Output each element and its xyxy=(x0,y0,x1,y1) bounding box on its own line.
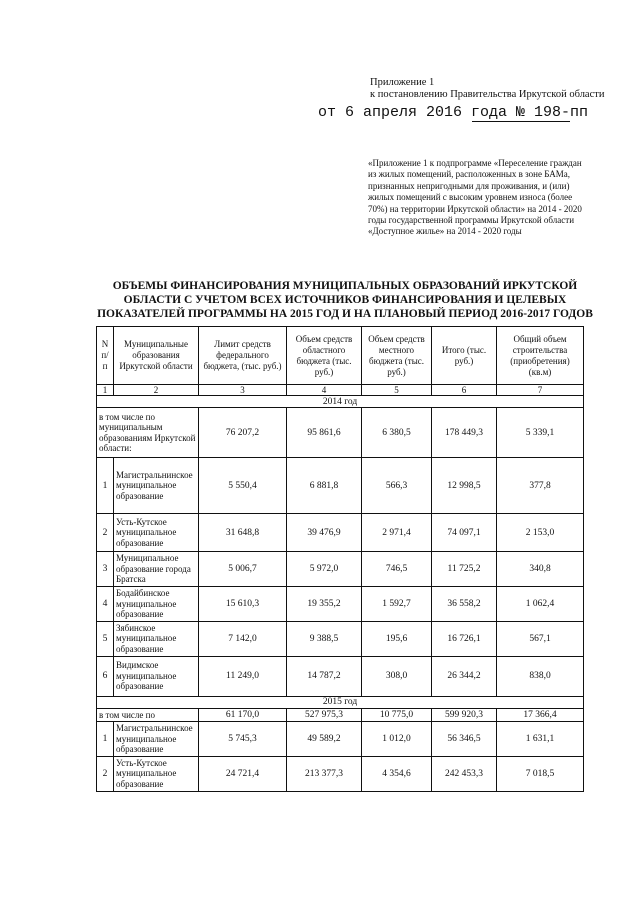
municipality-name: Муниципальное образование города Братска xyxy=(114,552,199,587)
row-value: 12 998,5 xyxy=(432,458,497,514)
municipality-name: Магистральнинское муниципальное образование xyxy=(114,458,199,514)
table-row xyxy=(97,514,584,552)
total-value: 10 775,0 xyxy=(362,708,432,722)
row-value: 74 097,1 xyxy=(432,514,497,552)
row-number: 4 xyxy=(97,587,114,622)
year-label: 2015 год xyxy=(97,696,584,708)
row-number: 3 xyxy=(97,552,114,587)
municipality-name: Усть-Кутское муниципальное образование xyxy=(114,514,199,552)
total-value: 17 366,4 xyxy=(497,708,584,722)
municipality-name: Усть-Кутское муниципальное образование xyxy=(114,756,199,791)
column-index: 2 xyxy=(114,385,199,396)
row-value: 340,8 xyxy=(497,552,584,587)
row-value: 5 550,4 xyxy=(199,458,287,514)
table-row xyxy=(97,458,584,514)
row-value: 1 631,1 xyxy=(497,722,584,757)
municipality-name: Зябинское муниципальное образование xyxy=(114,621,199,656)
total-value: 5 339,1 xyxy=(497,408,584,458)
row-value: 49 589,2 xyxy=(287,722,362,757)
total-row xyxy=(97,408,584,458)
row-number: 2 xyxy=(97,514,114,552)
row-value: 14 787,2 xyxy=(287,656,362,696)
total-value: 178 449,3 xyxy=(432,408,497,458)
row-value: 213 377,3 xyxy=(287,756,362,791)
table-row xyxy=(97,587,584,622)
table-row xyxy=(97,552,584,587)
appendix-reference: к постановлению Правительства Иркутской области xyxy=(370,89,605,100)
total-value: 95 861,6 xyxy=(287,408,362,458)
year-row xyxy=(97,396,584,408)
appendix-label: Приложение 1 xyxy=(370,77,435,88)
row-value: 566,3 xyxy=(362,458,432,514)
year-row xyxy=(97,696,584,708)
col-header-federal: Лимит средств федерального бюджета, (тыс. руб.) xyxy=(199,327,287,385)
row-value: 1 062,4 xyxy=(497,587,584,622)
row-value: 5 972,0 xyxy=(287,552,362,587)
financing-table xyxy=(96,326,584,792)
appendix-description: «Приложение 1 к подпрограмме «Переселение граждан из жилых помещений, расположенных в зоне БАМа, признанных непригодными для проживания, и (или) жилых помещений с высоким уровнем износа (более 70%) на территории Иркутской области» на 2014 - 2020 годы государственной программы Иркутской области «Доступное жилье» на 2014 - 2020 годы xyxy=(368,158,582,237)
row-number: 2 xyxy=(97,756,114,791)
total-row xyxy=(97,708,584,722)
row-value: 24 721,4 xyxy=(199,756,287,791)
row-value: 5 006,7 xyxy=(199,552,287,587)
column-index: 6 xyxy=(432,385,497,396)
row-value: 5 745,3 xyxy=(199,722,287,757)
row-value: 2 153,0 xyxy=(497,514,584,552)
row-value: 6 881,8 xyxy=(287,458,362,514)
column-index: 7 xyxy=(497,385,584,396)
document-title: ОБЪЕМЫ ФИНАНСИРОВАНИЯ МУНИЦИПАЛЬНЫХ ОБРАЗОВАНИЙ ИРКУТСКОЙ ОБЛАСТИ С УЧЕТОМ ВСЕХ ИСТОЧНИКОВ ФИНАНСИРОВАНИЯ И ЦЕЛЕВЫХ ПОКАЗАТЕЛЕЙ ПРОГРАММЫ НА 2015 ГОД И НА ПЛАНОВЫЙ ПЕРИОД 2016-2017 ГОДОВ xyxy=(97,280,593,320)
col-header-regional: Объем средств областного бюджета (тыс. руб.) xyxy=(287,327,362,385)
total-value: 76 207,2 xyxy=(199,408,287,458)
table-header-row xyxy=(97,327,584,385)
decree-date-number: от 6 апреля 2016 года № 198-пп xyxy=(318,104,589,121)
col-header-area: Общий объем строительства (приобретения) (кв.м) xyxy=(497,327,584,385)
row-value: 31 648,8 xyxy=(199,514,287,552)
decree-underline xyxy=(472,121,570,122)
year-label: 2014 год xyxy=(97,396,584,408)
row-value: 36 558,2 xyxy=(432,587,497,622)
table-row xyxy=(97,621,584,656)
column-index-row xyxy=(97,385,584,396)
total-label: в том числе по муниципальным образованиям Иркутской области: xyxy=(97,408,199,458)
row-value: 1 592,7 xyxy=(362,587,432,622)
row-number: 1 xyxy=(97,458,114,514)
col-header-municipality: Муниципальные образования Иркутской области xyxy=(114,327,199,385)
total-label: в том числе по xyxy=(97,708,199,722)
row-value: 838,0 xyxy=(497,656,584,696)
row-value: 16 726,1 xyxy=(432,621,497,656)
row-value: 15 610,3 xyxy=(199,587,287,622)
row-number: 6 xyxy=(97,656,114,696)
row-value: 308,0 xyxy=(362,656,432,696)
row-value: 56 346,5 xyxy=(432,722,497,757)
row-number: 1 xyxy=(97,722,114,757)
row-value: 26 344,2 xyxy=(432,656,497,696)
row-value: 195,6 xyxy=(362,621,432,656)
municipality-name: Видимское муниципальное образование xyxy=(114,656,199,696)
row-value: 39 476,9 xyxy=(287,514,362,552)
col-header-number: N п/п xyxy=(97,327,114,385)
total-value: 527 975,3 xyxy=(287,708,362,722)
row-value: 242 453,3 xyxy=(432,756,497,791)
col-header-local: Объем средств местного бюджета (тыс. руб.) xyxy=(362,327,432,385)
row-number: 5 xyxy=(97,621,114,656)
table-row xyxy=(97,656,584,696)
row-value: 9 388,5 xyxy=(287,621,362,656)
total-value: 61 170,0 xyxy=(199,708,287,722)
total-value: 599 920,3 xyxy=(432,708,497,722)
municipality-name: Магистральнинское муниципальное образование xyxy=(114,722,199,757)
column-index: 5 xyxy=(362,385,432,396)
row-value: 1 012,0 xyxy=(362,722,432,757)
row-value: 11 249,0 xyxy=(199,656,287,696)
column-index: 1 xyxy=(97,385,114,396)
row-value: 2 971,4 xyxy=(362,514,432,552)
col-header-total: Итого (тыс. руб.) xyxy=(432,327,497,385)
row-value: 4 354,6 xyxy=(362,756,432,791)
row-value: 19 355,2 xyxy=(287,587,362,622)
row-value: 567,1 xyxy=(497,621,584,656)
row-value: 11 725,2 xyxy=(432,552,497,587)
column-index: 3 xyxy=(199,385,287,396)
row-value: 746,5 xyxy=(362,552,432,587)
municipality-name: Бодайбинское муниципальное образование xyxy=(114,587,199,622)
table-row xyxy=(97,722,584,757)
row-value: 377,8 xyxy=(497,458,584,514)
total-value: 6 380,5 xyxy=(362,408,432,458)
column-index: 4 xyxy=(287,385,362,396)
table-row xyxy=(97,756,584,791)
row-value: 7 142,0 xyxy=(199,621,287,656)
row-value: 7 018,5 xyxy=(497,756,584,791)
